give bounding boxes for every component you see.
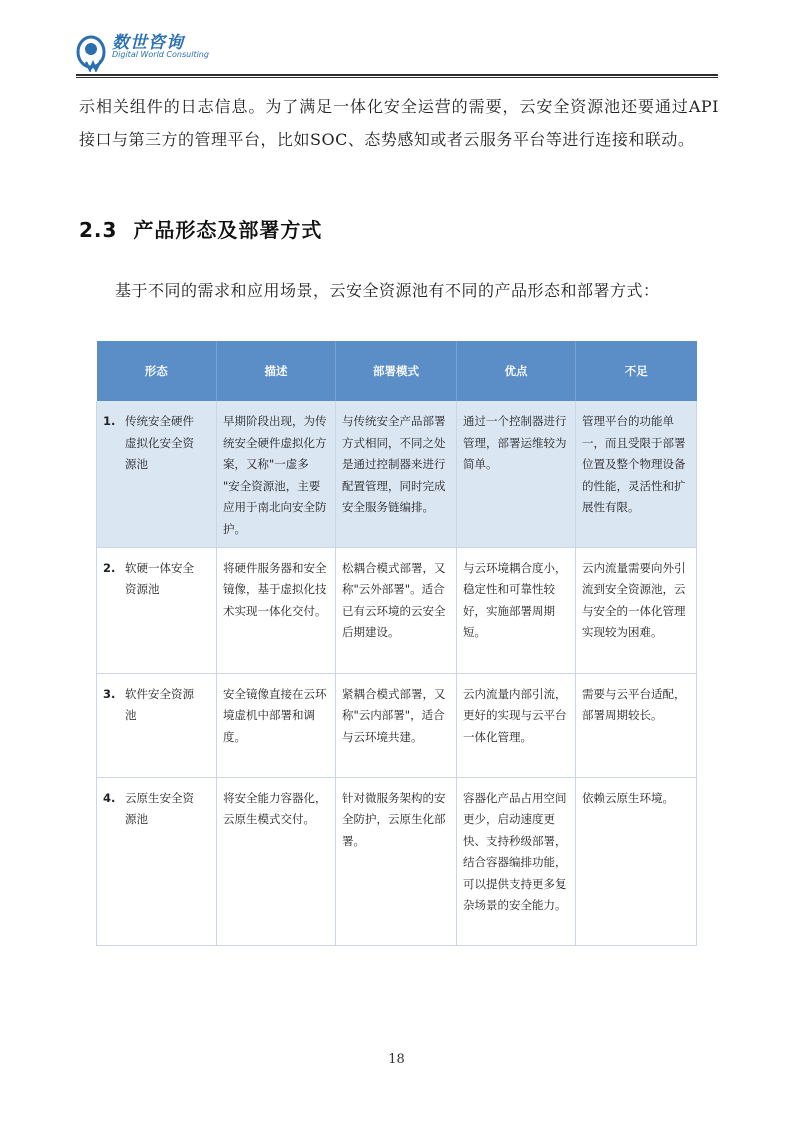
cell-pros: 容器化产品占用空间更少，启动速度更快、支持秒级部署，结合容器编排功能，可以提供支持更多复杂场景的安全能力。 bbox=[457, 777, 576, 945]
cell-cons: 需要与云平台适配，部署周期较长。 bbox=[576, 673, 697, 777]
section-heading bbox=[79, 214, 322, 243]
cell-mode: 松耦合模式部署，又称"云外部署"。适合已有云环境的云安全后期建设。 bbox=[336, 547, 457, 673]
header-pros: 优点 bbox=[457, 341, 576, 401]
cell-form bbox=[97, 673, 217, 777]
cell-mode: 紧耦合模式部署，又称"云内部署"，适合与云环境共建。 bbox=[336, 673, 457, 777]
section-number: 2.3 bbox=[79, 218, 118, 242]
section-title: 产品形态及部署方式 bbox=[133, 218, 323, 242]
page-number: 18 bbox=[388, 1052, 405, 1067]
table-row bbox=[97, 547, 697, 673]
row-number: 1. bbox=[103, 414, 116, 428]
cell-mode: 与传统安全产品部署方式相同，不同之处是通过控制器来进行配置管理，同时完成安全服务链编排。 bbox=[336, 401, 457, 547]
row-number: 4. bbox=[103, 790, 116, 805]
cell-cons: 依赖云原生环境。 bbox=[576, 777, 697, 945]
cell-desc: 安全镜像直接在云环境虚机中部署和调度。 bbox=[217, 673, 336, 777]
row-form: 软硬一体安全资源池 bbox=[125, 560, 194, 596]
cell-cons: 云内流量需要向外引流到安全资源池，云与安全的一体化管理实现较为困难。 bbox=[576, 547, 697, 673]
logo-text-cn: 数世咨询 bbox=[112, 33, 184, 53]
cell-pros: 通过一个控制器进行管理，部署运维较为简单。 bbox=[457, 401, 576, 547]
table-header-row bbox=[97, 341, 697, 401]
page-header bbox=[76, 28, 718, 78]
cell-desc: 将硬件服务器和安全镜像，基于虚拟化技术实现一体化交付。 bbox=[217, 547, 336, 673]
cell-form bbox=[97, 401, 217, 547]
row-form: 传统安全硬件虚拟化安全资源池 bbox=[125, 414, 194, 471]
cell-desc: 将安全能力容器化，云原生模式交付。 bbox=[217, 777, 336, 945]
row-number: 2. bbox=[103, 560, 116, 575]
header-rule-thin bbox=[76, 77, 718, 78]
cell-pros: 云内流量内部引流，更好的实现与云平台一体化管理。 bbox=[457, 673, 576, 777]
table-row bbox=[97, 777, 697, 945]
row-number: 3. bbox=[103, 686, 116, 701]
header-rule bbox=[76, 74, 718, 76]
row-form: 软件安全资源池 bbox=[125, 686, 194, 722]
header-cons: 不足 bbox=[576, 341, 697, 401]
cell-mode: 针对微服务架构的安全防护，云原生化部署。 bbox=[336, 777, 457, 945]
section-intro: 基于不同的需求和应用场景，云安全资源池有不同的产品形态和部署方式： bbox=[115, 281, 660, 300]
cell-pros: 与云环境耦合度小，稳定性和可靠性较好，实施部署周期短。 bbox=[457, 547, 576, 673]
header-desc: 描述 bbox=[217, 341, 336, 401]
cell-form bbox=[97, 547, 217, 673]
cell-form bbox=[97, 777, 217, 945]
logo-mark-icon bbox=[76, 32, 110, 72]
header-form: 形态 bbox=[97, 341, 217, 401]
cell-cons: 管理平台的功能单一，而且受限于部署位置及整个物理设备的性能，灵活性和扩展性有限。 bbox=[576, 401, 697, 547]
row-form: 云原生安全资源池 bbox=[125, 790, 194, 826]
body-paragraph: 示相关组件的日志信息。为了满足一体化安全运营的需要，云安全资源池还要通过API接口与第三方的管理平台，比如SOC、态势感知或者云服务平台等进行连接和联动。 bbox=[79, 97, 719, 149]
logo-text-en: Digital World Consulting bbox=[112, 50, 209, 59]
table-row bbox=[97, 673, 697, 777]
header-mode: 部署模式 bbox=[336, 341, 457, 401]
cell-desc: 早期阶段出现，为传统安全硬件虚拟化方案，又称"一虚多 "安全资源池，主要应用于南北向安全防护。 bbox=[217, 401, 336, 547]
table-row bbox=[97, 401, 697, 547]
company-logo bbox=[76, 28, 276, 74]
deployment-table bbox=[96, 341, 697, 946]
